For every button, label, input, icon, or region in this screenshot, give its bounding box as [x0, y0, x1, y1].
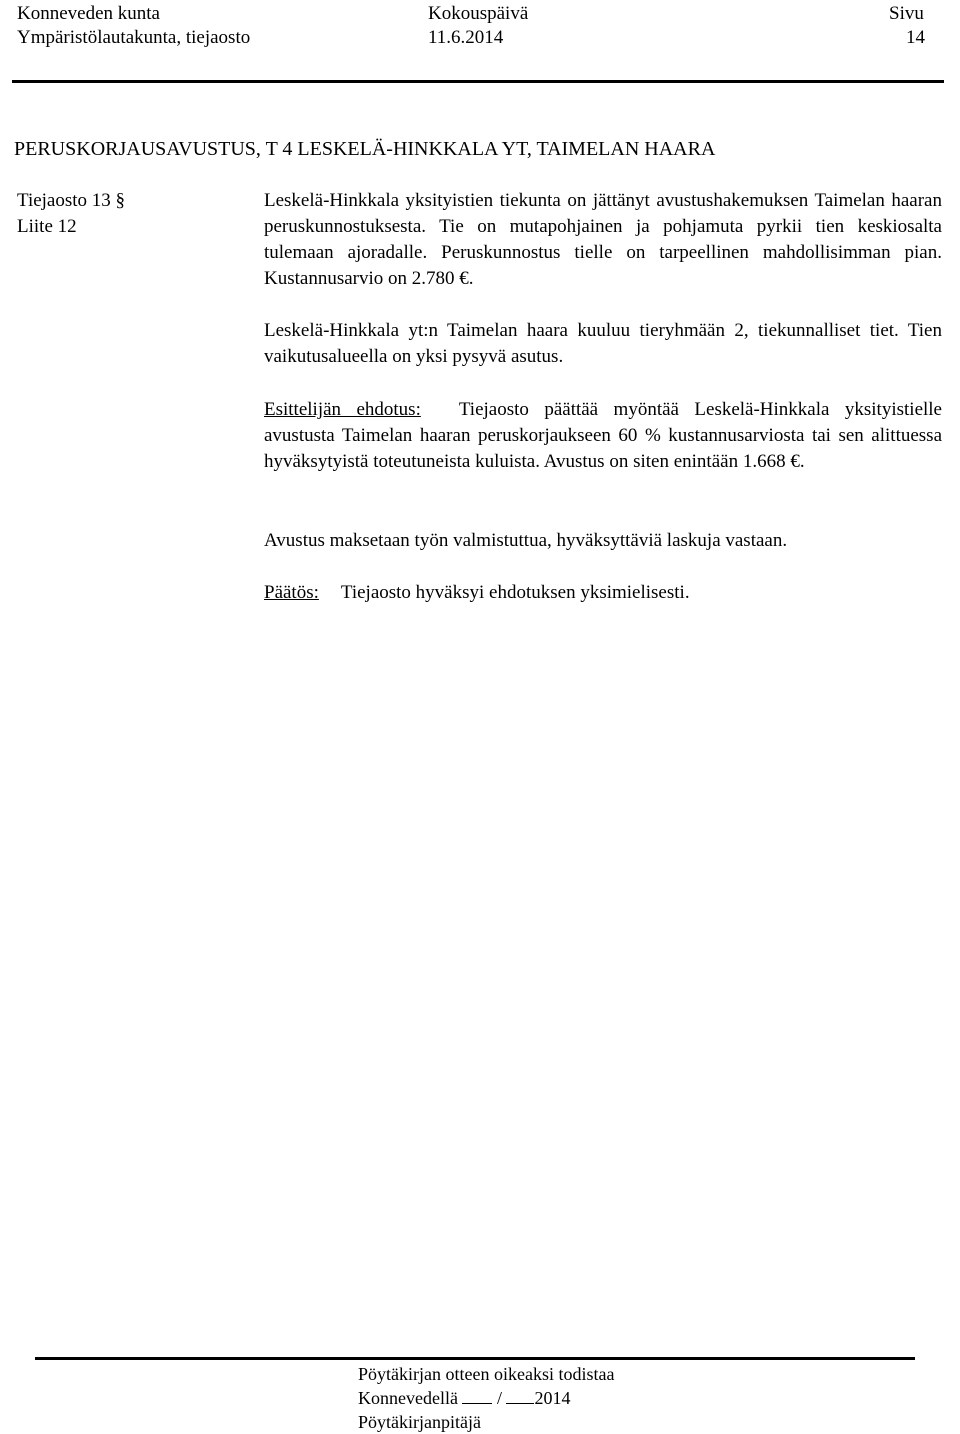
signer-title: Pöytäkirjanpitäjä [358, 1412, 481, 1432]
certify-text: Pöytäkirjan otteen oikeaksi todistaa [358, 1364, 615, 1384]
body-paragraph-proposal [264, 397, 942, 475]
body-paragraph-decision [264, 580, 942, 606]
document-title: PERUSKORJAUSAVUSTUS, T 4 LESKELÄ-HINKKALA YT, TAIMELAN HAARA [14, 138, 716, 160]
decision-label: Päätös: [264, 582, 319, 603]
header-page-number: 14 [906, 27, 925, 48]
date-slash: / [496, 1388, 502, 1408]
month-blank [506, 1387, 534, 1404]
header-rule [12, 80, 944, 83]
side-labels [17, 188, 125, 240]
decision-text: Tiejaosto hyväksyi ehdotuksen yksimielisesti. [340, 582, 690, 603]
body-paragraph-road-group [264, 318, 942, 370]
certify-year: 2014 [534, 1388, 571, 1408]
payment-text: Avustus maksetaan työn valmistuttua, hyväksyttäviä laskuja vastaan. [264, 530, 788, 551]
footer-certification [358, 1362, 614, 1434]
proposal-label: Esittelijän ehdotus: [264, 399, 421, 420]
header-org: Konneveden kunta [17, 3, 160, 24]
header-date: 11.6.2014 [428, 27, 504, 48]
proposal-text: Tiejaosto päättää myöntää Leskelä-Hinkkala yksityistielle avustusta Taimelan haaran peruskorjaukseen 60 % kustannusarviosta tai sen alittuessa hyväksytyistä toteutuneista kuluista. Avustus on siten enintään 1.668 €. [264, 399, 942, 472]
header-date-label: Kokouspäivä [428, 3, 529, 24]
section-number: Tiejaosto 13 § [17, 190, 126, 211]
header-page-label: Sivu [889, 3, 924, 24]
day-blank [462, 1387, 492, 1404]
body-paragraph-payment [264, 528, 942, 554]
application-text: Leskelä-Hinkkala yksityistien tiekunta on jättänyt avustushakemuksen Taimelan haaran peruskunnostuksesta. Tie on mutapohjainen ja pohjamuta pyrkii tien keskiosalta tulemaan ajoradalle. Peruskunnostus tielle on tarpeellinen mahdollisimman pian. Kustannusarvio on 2.780 €. [264, 190, 942, 289]
attachment-number: Liite 12 [17, 216, 77, 237]
road-group-text: Leskelä-Hinkkala yt:n Taimelan haara kuuluu tieryhmään 2, tiekunnalliset tiet. Tien vaikutusalueella on yksi pysyvä asutus. [264, 320, 942, 367]
place-date-line [358, 1386, 614, 1410]
body-paragraph-application [264, 188, 942, 292]
footer-rule [35, 1357, 915, 1360]
place-name: Konnevedellä [358, 1388, 458, 1408]
header-board: Ympäristölautakunta, tiejaosto [17, 27, 251, 48]
